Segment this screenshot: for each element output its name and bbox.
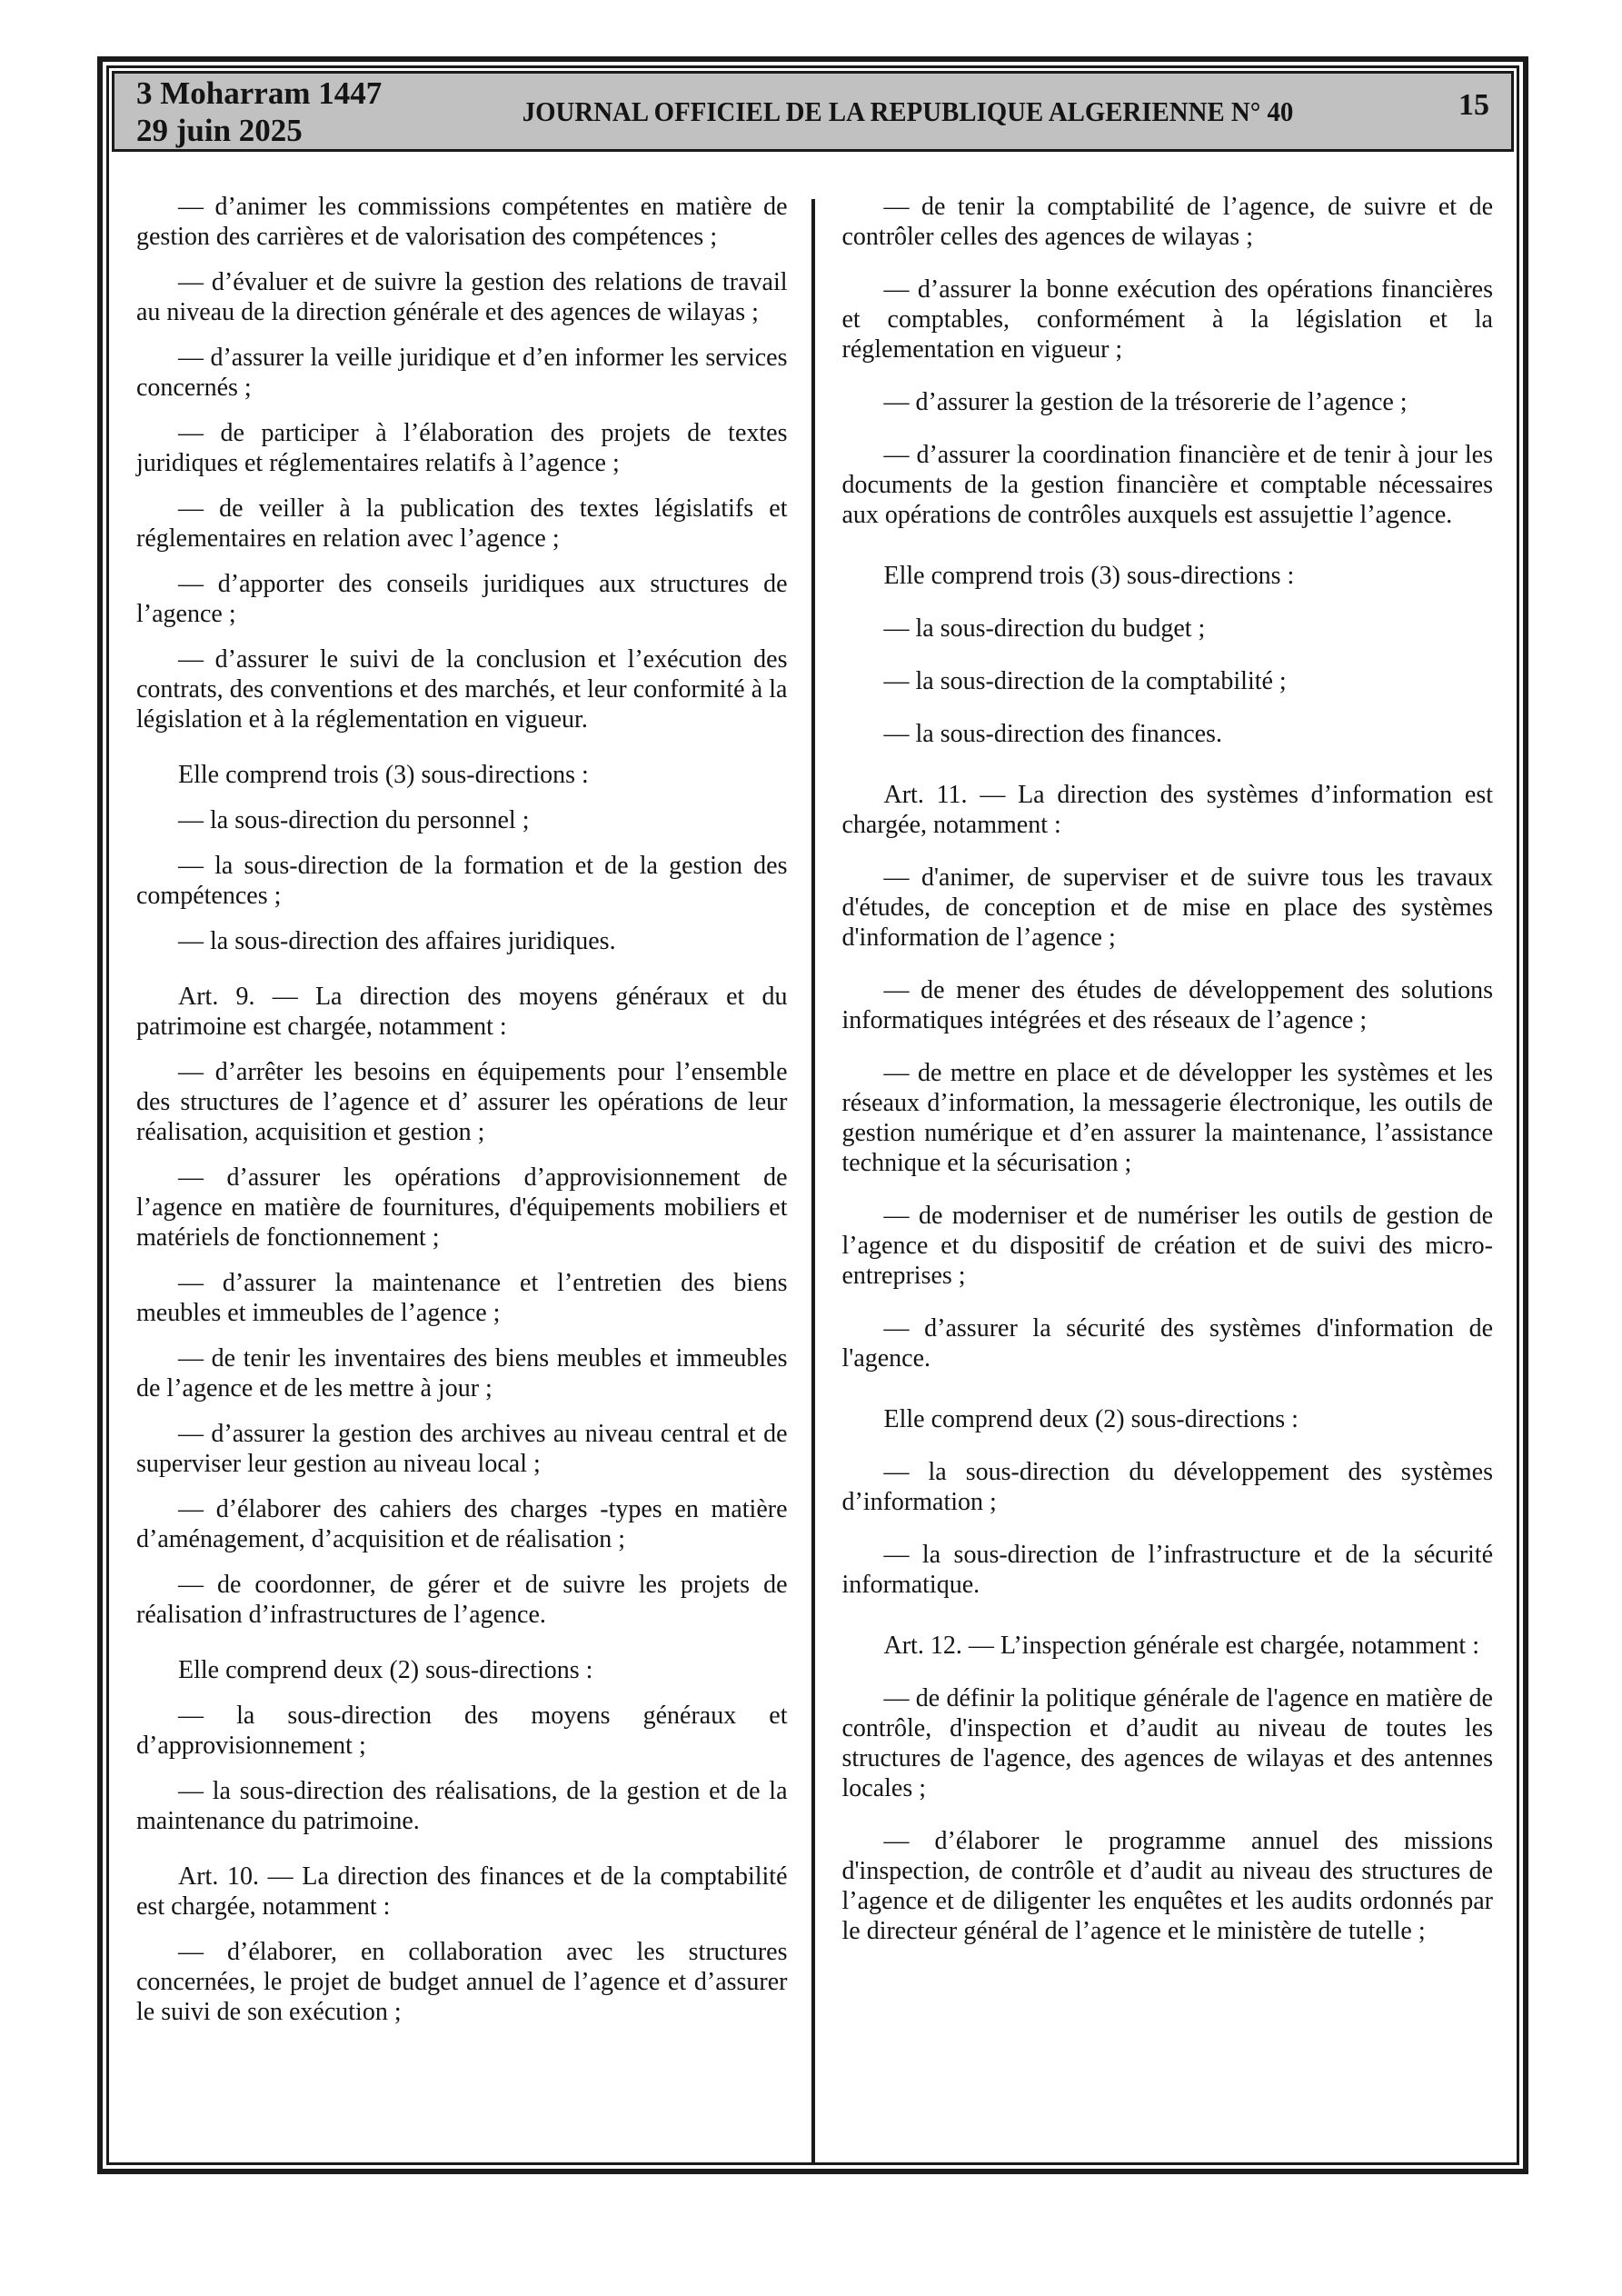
paragraph: — la sous-direction de la formation et de la gestion des compétences ; [136,852,788,910]
header-dates [136,75,382,149]
paragraph: — de mener des études de développement des solutions informatiques intégrées et des réseaux de l’agence ; [841,976,1493,1034]
paragraph: — la sous-direction du budget ; [883,614,1206,643]
hijri-date: 3 Moharram 1447 [136,75,383,111]
paragraph: — d’assurer le suivi de la conclusion et l’exécution des contrats, des conventions et des marchés, et leur conformité à la législation et à la réglementation en vigueur. [136,645,788,734]
paragraph: — d’assurer la veille juridique et d’en informer les services concernés ; [136,344,788,402]
paragraph: Art. 12. — L’inspection générale est chargée, notamment : [883,1632,1479,1660]
paragraph: Elle comprend trois (3) sous-directions : [178,761,589,789]
paragraph: — d'animer, de superviser et de suivre tous les travaux d'études, de conception et de mise en place des systèmes d'information de l’agence ; [841,863,1493,952]
paragraph: Elle comprend deux (2) sous-directions : [883,1405,1299,1433]
paragraph: — d’arrêter les besoins en équipements pour l’ensemble des structures de l’agence et d’ assurer les opérations de leur réalisation, acquisition et gestion ; [136,1058,788,1146]
paragraph: — la sous-direction des moyens généraux et d’approvisionnement ; [136,1702,788,1760]
paragraph: — d’élaborer le programme annuel des missions d'inspection, de contrôle et d’audit au niveau des structures de l’agence et de diligenter les enquêtes et les audits ordonnés par le directeur général de l’agence et le ministère de tutelle ; [841,1827,1493,1945]
paragraph: — d’assurer la bonne exécution des opérations financières et comptables, conformément à la législation et la réglementation en vigueur ; [841,275,1493,364]
paragraph: — la sous-direction des affaires juridiques. [178,927,616,955]
paragraph: — la sous-direction de la comptabilité ; [883,667,1287,695]
paragraph: — d’animer les commissions compétentes en matière de gestion des carrières et de valorisation des compétences ; [136,193,788,251]
paragraph: — d’élaborer, en collaboration avec les structures concernées, le projet de budget annuel de l’agence et d’assurer le suivi de son exécution ; [136,1938,788,2026]
paragraph: — la sous-direction des réalisations, de la gestion et de la maintenance du patrimoine. [136,1777,788,1835]
content-area [109,152,1517,2162]
paragraph: — de veiller à la publication des textes législatifs et réglementaires en relation avec l’agence ; [136,494,788,553]
journal-title: JOURNAL OFFICIEL DE LA REPUBLIQUE ALGERIENNE N° 40 [522,95,1293,127]
paragraph: — de participer à l’élaboration des projets de textes juridiques et réglementaires relatifs à l’agence ; [136,419,788,477]
paragraph: — de définir la politique générale de l'agence en matière de contrôle, d'inspection et d’audit au niveau de toutes les structures de l'agence, des agences de wilayas et des antennes locales ; [841,1684,1493,1802]
paragraph: — la sous-direction de l’infrastructure et de la sécurité informatique. [841,1541,1493,1599]
paragraph: — d’assurer la sécurité des systèmes d'information de l'agence. [841,1314,1493,1373]
paragraph: — la sous-direction des finances. [883,720,1222,748]
paragraph: Art. 9. — La direction des moyens généraux et du patrimoine est chargée, notamment : [136,983,788,1041]
paragraph: Art. 11. — La direction des systèmes d’information est chargée, notamment : [841,781,1493,839]
paragraph: — d’évaluer et de suivre la gestion des relations de travail au niveau de la direction générale et des agences de wilayas ; [136,268,788,326]
page-number: 15 [1458,87,1489,122]
paragraph: — d’assurer les opérations d’approvisionnement de l’agence en matière de fournitures, d'équipements mobiliers et matériels de fonctionnement ; [136,1163,788,1252]
paragraph: Elle comprend trois (3) sous-directions : [883,562,1295,590]
header-band [112,71,1514,152]
page-frame [97,56,1528,2174]
paragraph: — de moderniser et de numériser les outils de gestion de l’agence et du dispositif de création et de suivi des micro-entreprises ; [841,1202,1493,1290]
paragraph: — d’assurer la coordination financière et de tenir à jour les documents de la gestion financière et comptable nécessaires aux opérations de contrôles auxquels est assujettie l’agence. [841,441,1493,529]
left-column [109,152,811,2162]
paragraph: — de tenir les inventaires des biens meubles et immeubles de l’agence et de les mettre à jour ; [136,1344,788,1403]
paragraph: — de coordonner, de gérer et de suivre les projets de réalisation d’infrastructures de l’agence. [136,1571,788,1629]
paragraph: — d’apporter des conseils juridiques aux structures de l’agence ; [136,570,788,628]
paragraph: — de tenir la comptabilité de l’agence, de suivre et de contrôler celles des agences de wilayas ; [841,193,1493,251]
paragraph: — la sous-direction du développement des systèmes d’information ; [841,1458,1493,1516]
paragraph: Art. 10. — La direction des finances et de la comptabilité est chargée, notamment : [136,1862,788,1921]
gregorian-date: 29 juin 2025 [136,112,303,148]
inner-frame [106,65,1519,2165]
paragraph: — d’élaborer des cahiers des charges -types en matière d’aménagement, d’acquisition et de réalisation ; [136,1495,788,1553]
paragraph: — d’assurer la gestion de la trésorerie de l’agence ; [883,388,1408,416]
paragraph: — la sous-direction du personnel ; [178,806,530,834]
paragraph: Elle comprend deux (2) sous-directions : [178,1656,593,1684]
paragraph: — de mettre en place et de développer les systèmes et les réseaux d’information, la messagerie électronique, les outils de gestion numérique et d’en assurer la maintenance, l’assistance technique et la sécurisation ; [841,1059,1493,1177]
paragraph: — d’assurer la gestion des archives au niveau central et de superviser leur gestion au niveau local ; [136,1420,788,1478]
paragraph: — d’assurer la maintenance et l’entretien des biens meubles et immeubles de l’agence ; [136,1269,788,1327]
right-column [815,152,1518,2162]
